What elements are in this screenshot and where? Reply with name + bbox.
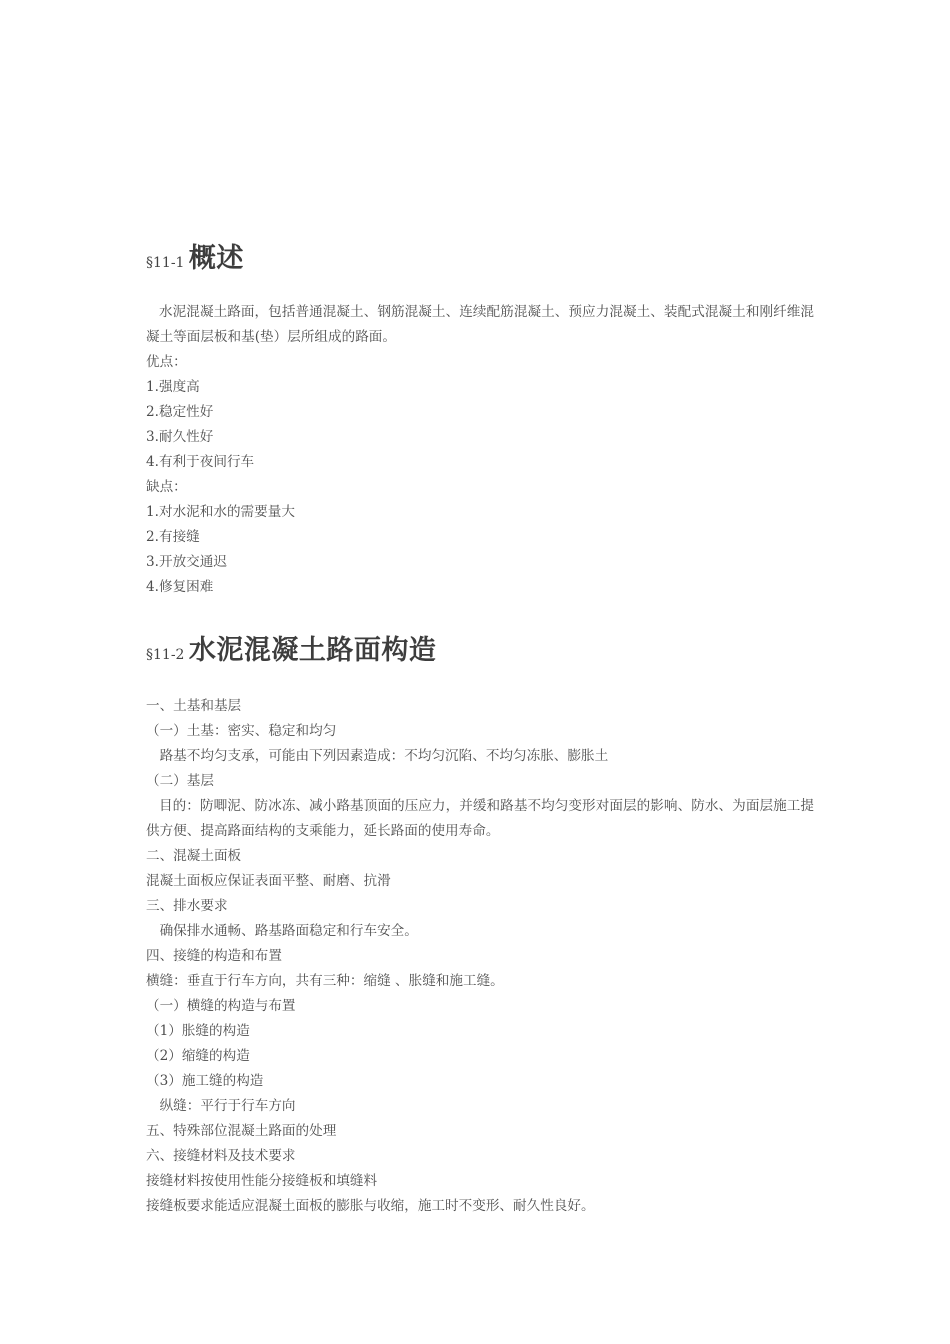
section-heading-11-2 <box>146 628 436 667</box>
advantage-item: 4.有利于夜间行车 <box>146 454 255 470</box>
outline-line: 一、土基和基层 <box>146 698 242 714</box>
advantage-item: 1.强度高 <box>146 379 200 395</box>
intro-paragraph: 水泥混凝土路面，包括普通混凝土、钢筋混凝土、连续配筋混凝土、预应力混凝土、装配式混凝土和刚纤维混凝土等面层板和基(垫）层所组成的路面。 <box>146 304 814 345</box>
section-number: §11-2 <box>146 647 189 663</box>
outline-line: 混凝土面板应保证表面平整、耐磨、抗滑 <box>146 873 391 889</box>
outline-line: （2）缩缝的构造 <box>146 1048 250 1064</box>
outline-line: 二、混凝土面板 <box>146 848 242 864</box>
base-purpose-paragraph: 目的：防唧泥、防冰冻、减小路基顶面的压应力，并缓和路基不均匀变形对面层的影响、防水、为面层施工提供方便、提高路面结构的支乘能力，延长路面的使用寿命。 <box>146 798 814 839</box>
outline-line: 确保排水通畅、路基路面稳定和行车安全。 <box>146 923 418 939</box>
disadvantage-item: 4.修复困难 <box>146 579 214 595</box>
outline-line: （一）土基：密实、稳定和均匀 <box>146 723 337 739</box>
outline-line: （3）施工缝的构造 <box>146 1073 264 1089</box>
outline-line: （一）横缝的构造与布置 <box>146 998 296 1014</box>
disadvantage-item: 2.有接缝 <box>146 529 200 545</box>
outline-line: （1）胀缝的构造 <box>146 1023 250 1039</box>
section-title: 概述 <box>188 243 244 274</box>
outline-line: 纵缝：平行于行车方向 <box>146 1098 296 1114</box>
advantages-label: 优点： <box>146 354 187 370</box>
outline-line: 五、特殊部位混凝土路面的处理 <box>146 1123 337 1139</box>
disadvantage-item: 1.对水泥和水的需要量大 <box>146 504 295 520</box>
advantage-item: 2.稳定性好 <box>146 404 214 420</box>
section-title: 水泥混凝土路面构造 <box>188 635 437 666</box>
disadvantage-item: 3.开放交通迟 <box>146 554 227 570</box>
outline-line: 四、接缝的构造和布置 <box>146 948 282 964</box>
section-heading-11-1 <box>146 236 244 275</box>
disadvantages-label: 缺点： <box>146 479 187 495</box>
outline-line: 接缝材料按使用性能分接缝板和填缝料 <box>146 1173 378 1189</box>
outline-line: （二）基层 <box>146 773 214 789</box>
outline-line: 六、接缝材料及技术要求 <box>146 1148 296 1164</box>
advantage-item: 3.耐久性好 <box>146 429 214 445</box>
outline-line: 横缝：垂直于行车方向，共有三种：缩缝 、胀缝和施工缝。 <box>146 973 504 989</box>
outline-line: 路基不均匀支承，可能由下列因素造成：不均匀沉陷、不均匀冻胀、膨胀土 <box>146 748 609 764</box>
section-number: §11-1 <box>146 255 189 271</box>
outline-line: 三、排水要求 <box>146 898 228 914</box>
outline-line: 接缝板要求能适应混凝土面板的膨胀与收缩，施工时不变形、耐久性良好。 <box>146 1198 595 1214</box>
